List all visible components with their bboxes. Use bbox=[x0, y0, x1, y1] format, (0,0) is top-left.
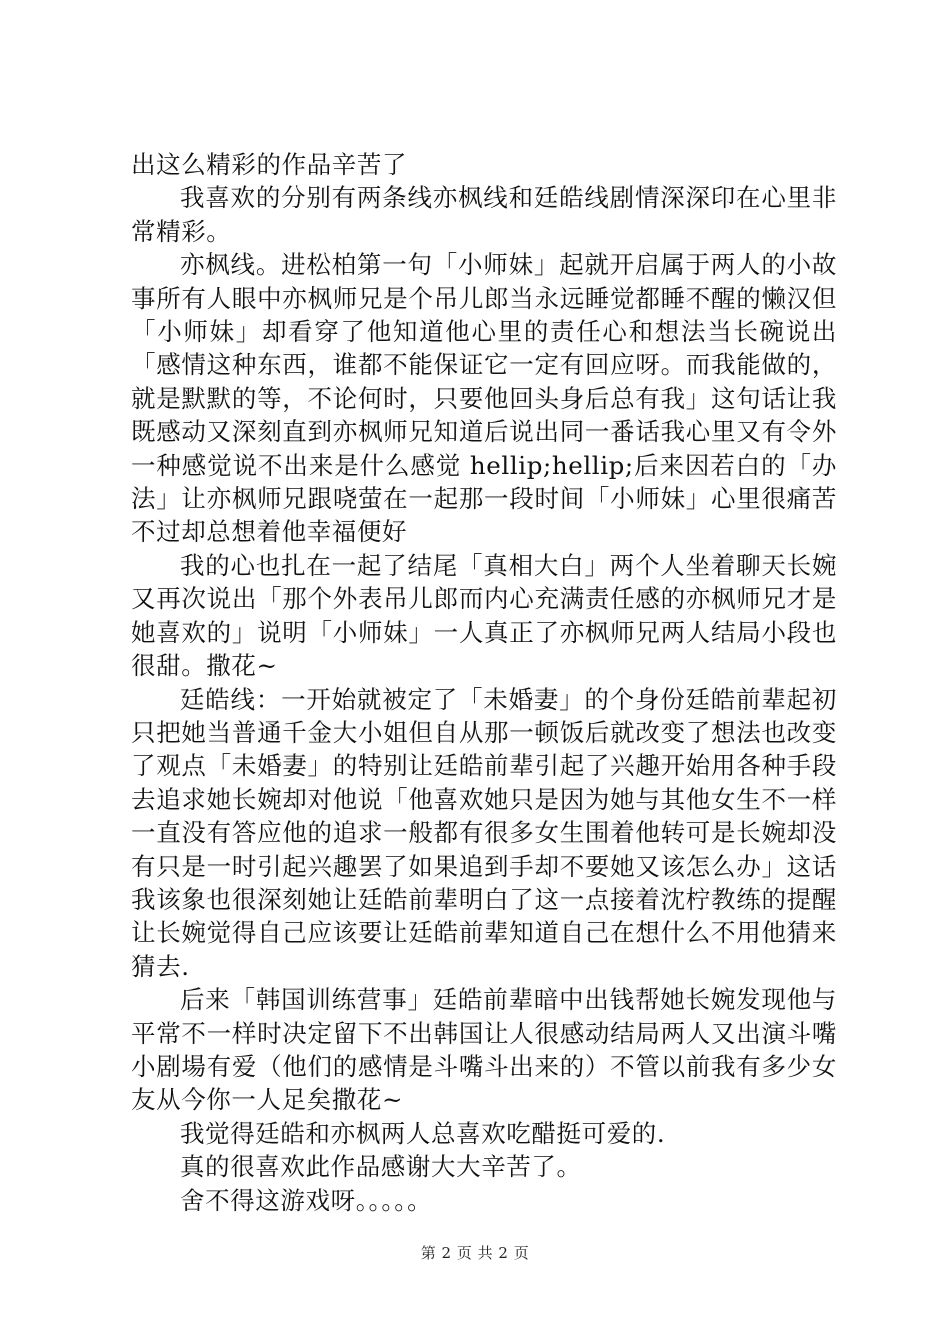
paragraph: 我喜欢的分别有两条线亦枫线和廷皓线剧情深深印在心里非常精彩。 bbox=[131, 183, 837, 246]
paragraph: 我的心也扎在一起了结尾「真相大白」两个人坐着聊天长婉又再次说出「那个外表吊儿郎而内心充满责任感的亦枫师兄才是她喜欢的」说明「小师妹」一人真正了亦枫师兄两人结局小段也很甜。撒花~ bbox=[131, 550, 837, 681]
paragraph: 真的很喜欢此作品感谢大大辛苦了。 bbox=[180, 1152, 582, 1182]
paragraph: 我觉得廷皓和亦枫两人总喜欢吃醋挺可爱的. bbox=[180, 1118, 666, 1148]
paragraph: 廷皓线：一开始就被定了「未婚妻」的个身份廷皓前辈起初只把她当普通千金大小姐但自从那一顿饭后就改变了想法也改变了观点「未婚妻」的特别让廷皓前辈引起了兴趣开始用各种手段去追求她长婉却对他说「他喜欢她只是因为她与其他女生不一样一直没有答应他的追求一般都有很多女生围着他转可是长婉却没有只是一时引起兴趣罢了如果追到手却不要她又该怎么办」这话我该象也很深刻她让廷皓前辈明白了这一点接着沈柠教练的提醒让长婉觉得自己应该要让廷皓前辈知道自己在想什么不用他猜来猜去. bbox=[131, 684, 837, 981]
paragraph: 后来「韩国训练营事」廷皓前辈暗中出钱帮她长婉发现他与平常不一样时决定留下不出韩国让人很感动结局两人又出演斗嘴小剧場有爱（他们的感情是斗嘴斗出来的）不管以前我有多少女友从今你一人足矣撒花~ bbox=[131, 985, 837, 1115]
paragraph: 亦枫线。进松柏第一句「小师妹」起就开启属于两人的小故事所有人眼中亦枫师兄是个吊儿郎当永远睡觉都睡不醒的懒汉但「小师妹」却看穿了他知道他心里的责任心和想法当长碗说出「感情这种东西，谁都不能保证它一定有回应呀。而我能做的，就是默默的等，不论何时，只要他回头身后总有我」这句话让我既感动又深刻直到亦枫师兄知道后说出同一番话我心里又有令外一种感觉说不出来是什么感觉 hellip;hellip;后来因若白的「办法」让亦枫师兄跟哓萤在一起那一段时间「小师妹」心里很痛苦不过却总想着他幸福便好 bbox=[131, 250, 837, 547]
page-number-footer: 第 2 页 共 2 页 bbox=[420, 1244, 530, 1262]
paragraph: 舍不得这游戏呀。。。。。 bbox=[180, 1185, 433, 1215]
document-body bbox=[131, 148, 837, 1217]
paragraph: 出这么精彩的作品辛苦了 bbox=[131, 150, 408, 179]
